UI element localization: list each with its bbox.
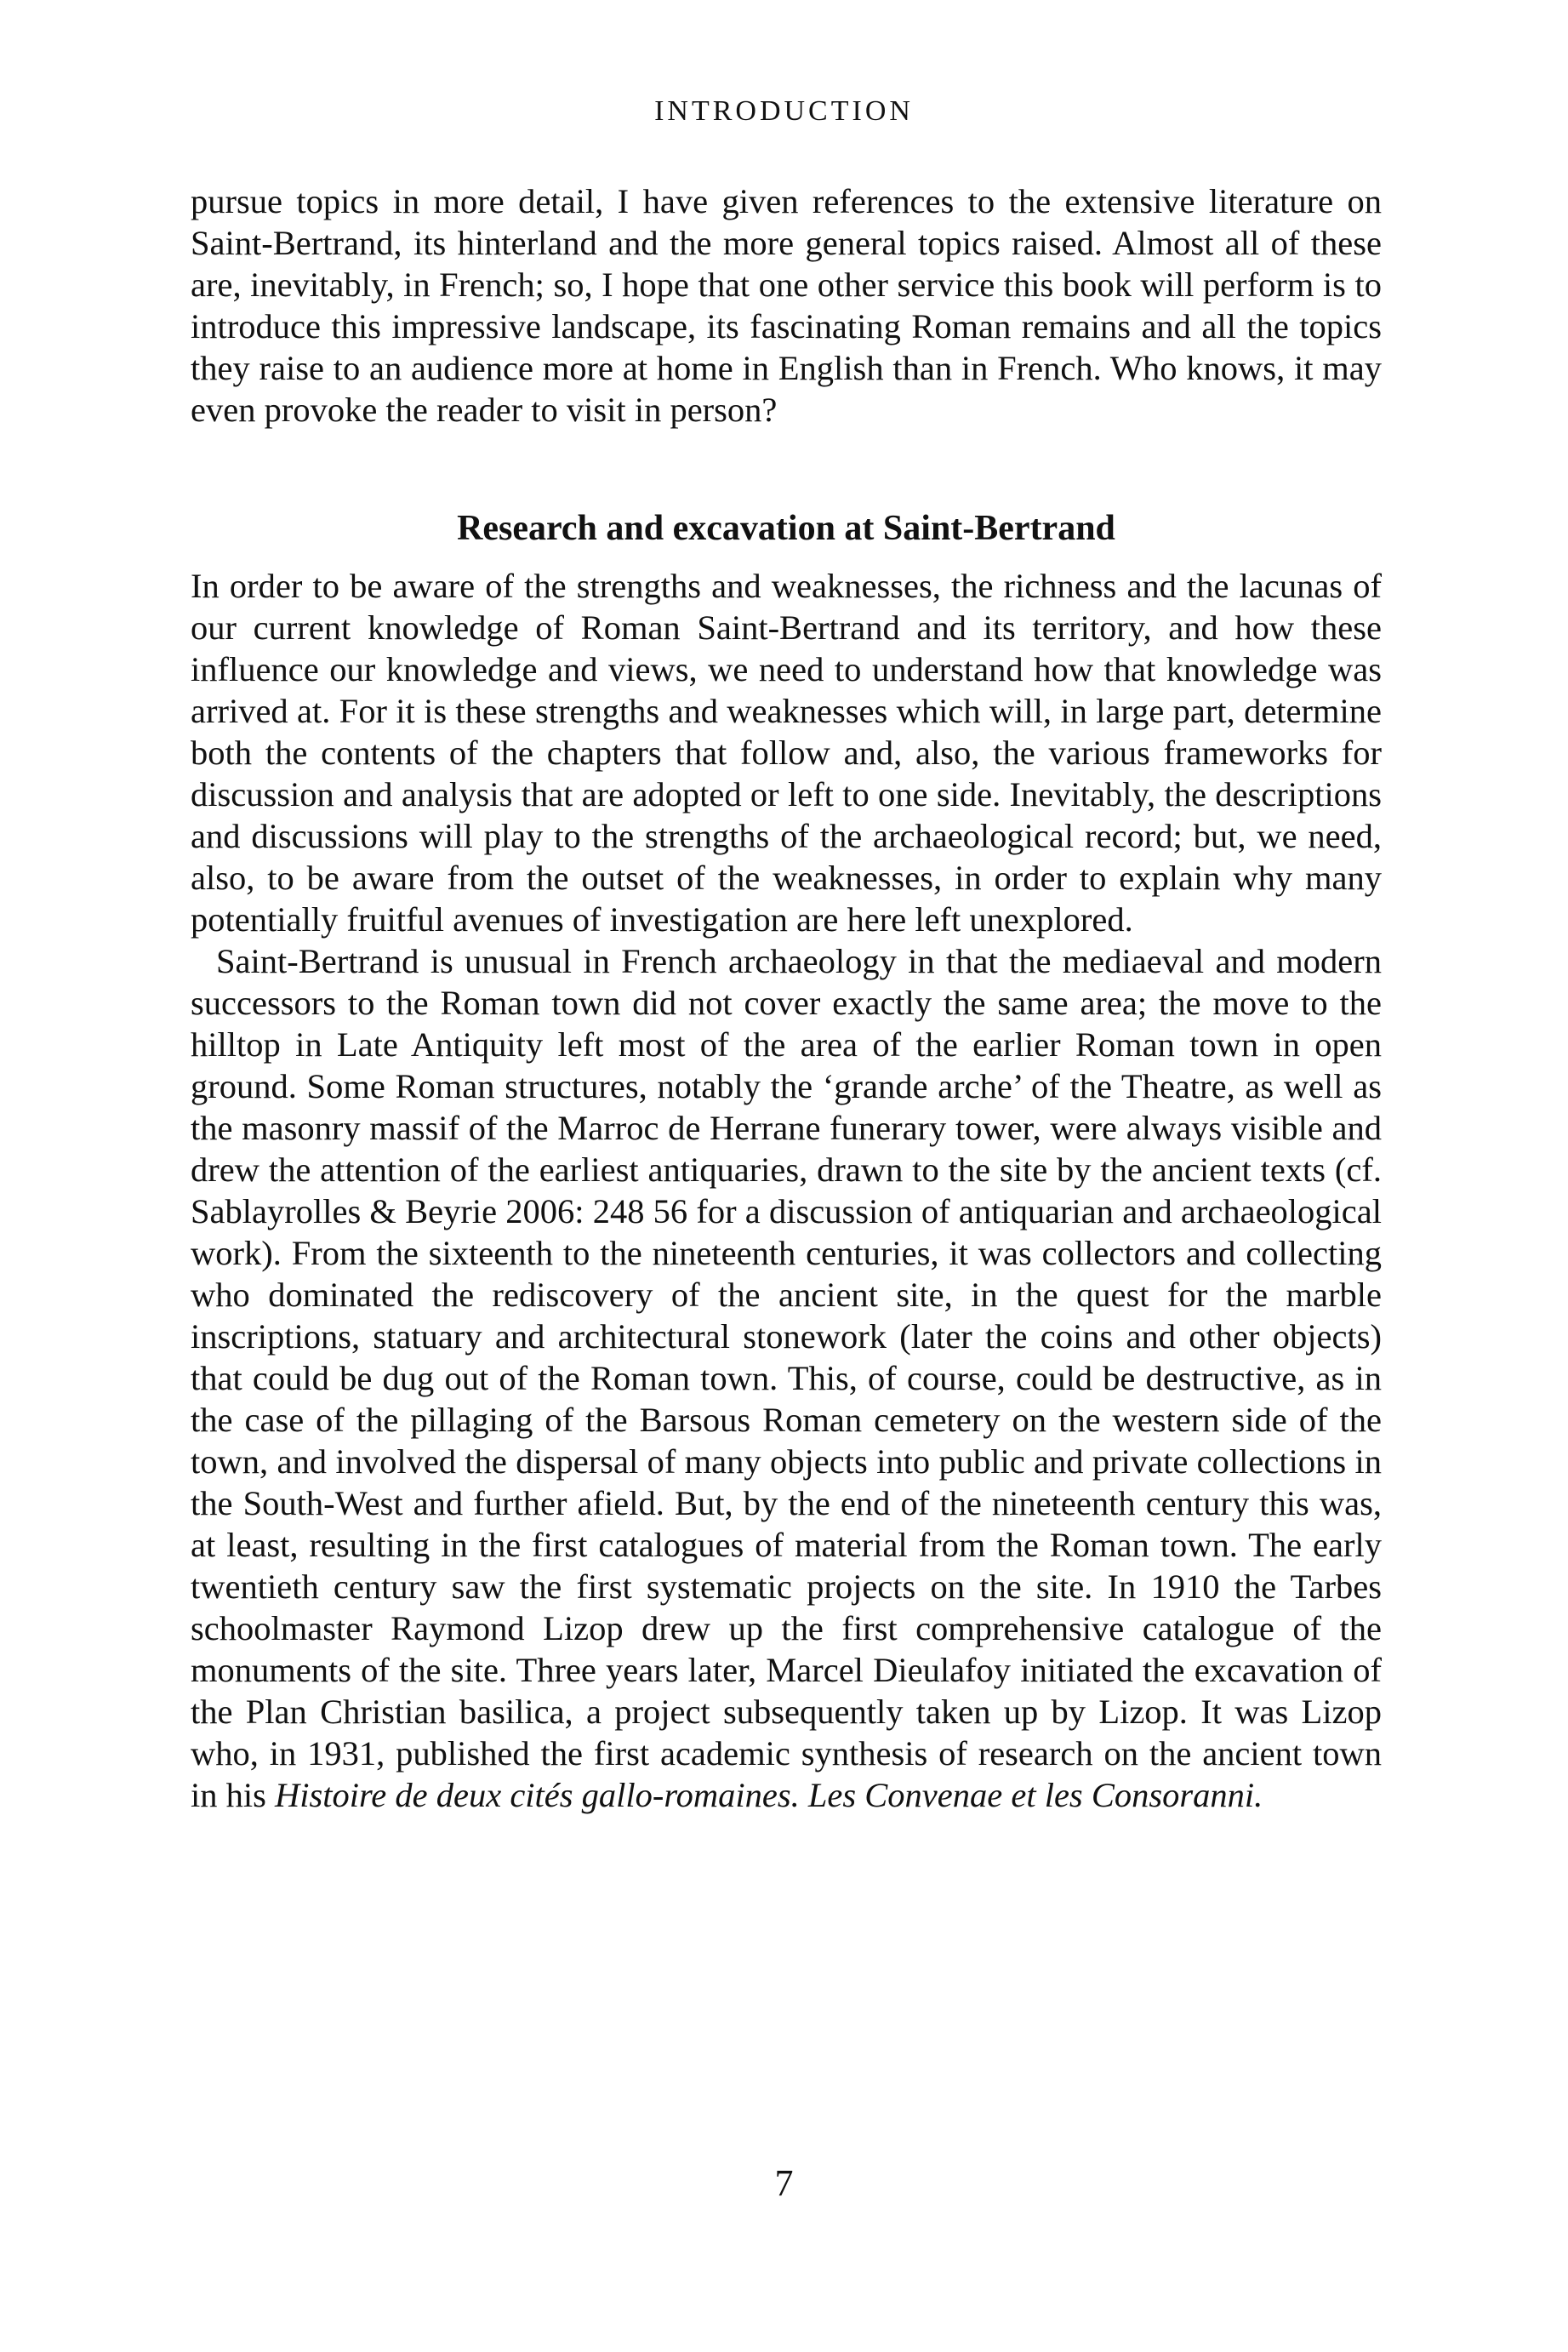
page-number: 7	[774, 2162, 794, 2204]
paragraph-research-intro: In order to be aware of the strengths and weaknesses, the richness and the lacunas of our current knowledge of Roman Saint-Bertrand and its territory, and how these influence our knowledge and views, we need to understand how that knowledge was arrived at. For it is these strengths and weaknesses which will, in large part, determine both the contents of the chapters that follow and, also, the various frameworks for discussion and analysis that are adopted or left to one side. Inevitably, the descriptions and discussions will play to the strengths of the archaeological record; but, we need, also, to be aware from the outset of the weaknesses, in order to explain why many potentially fruitful avenues of investigation are here left unexplored.	[191, 567, 1382, 939]
paragraph-saint-bertrand-history	[191, 940, 1382, 1816]
running-head: INTRODUCTION	[654, 95, 914, 127]
body-text	[191, 180, 1382, 1816]
book-title-citation: Histoire de deux cités gallo-romaines. Les Convenae et les Consoranni.	[275, 1776, 1263, 1814]
paragraph-history-text: Saint-Bertrand is unusual in French archaeology in that the mediaeval and modern successors to the Roman town did not cover exactly the same area; the move to the hilltop in Late Antiquity left most of the area of the earlier Roman town in open ground. Some Roman structures, notably the ‘grande arche’ of the Theatre, as well as the masonry massif of the Marroc de Herrane funerary tower, were always visible and drew the attention of the earliest antiquaries, drawn to the site by the ancient texts (cf. Sablayrolles & Beyrie 2006: 248 56 for a discussion of antiquarian and archaeological work). From the sixteenth to the nineteenth centuries, it was collectors and collecting who dominated the rediscovery of the ancient site, in the quest for the marble inscriptions, statuary and architectural stonework (later the coins and other objects) that could be dug out of the Roman town. This, of course, could be destructive, as in the case of the pillaging of the Barsous Roman cemetery on the western side of the town, and involved the dispersal of many objects into public and private collections in the South-West and further afield. But, by the end of the nineteenth century this was, at least, resulting in the first catalogues of material from the Roman town. The early twentieth century saw the first systematic projects on the site. In 1910 the Tarbes schoolmaster Raymond Lizop drew up the first comprehensive catalogue of the monuments of the site. Three years later, Marcel Dieulafoy initiated the excavation of the Plan Christian basilica, a project subsequently taken up by Lizop. It was Lizop who, in 1931, published the first academic synthesis of research on the ancient town in his	[191, 942, 1382, 1814]
section-heading: Research and excavation at Saint-Bertrand	[457, 509, 1115, 548]
paragraph-continuation: pursue topics in more detail, I have given references to the extensive literature on Saint-Bertrand, its hinterland and the more general topics raised. Almost all of these are, inevitably, in French; so, I hope that one other service this book will perform is to introduce this impressive landscape, its fascinating Roman remains and all the topics they raise to an audience more at home in English than in French. Who knows, it may even provoke the reader to visit in person?	[191, 182, 1382, 429]
